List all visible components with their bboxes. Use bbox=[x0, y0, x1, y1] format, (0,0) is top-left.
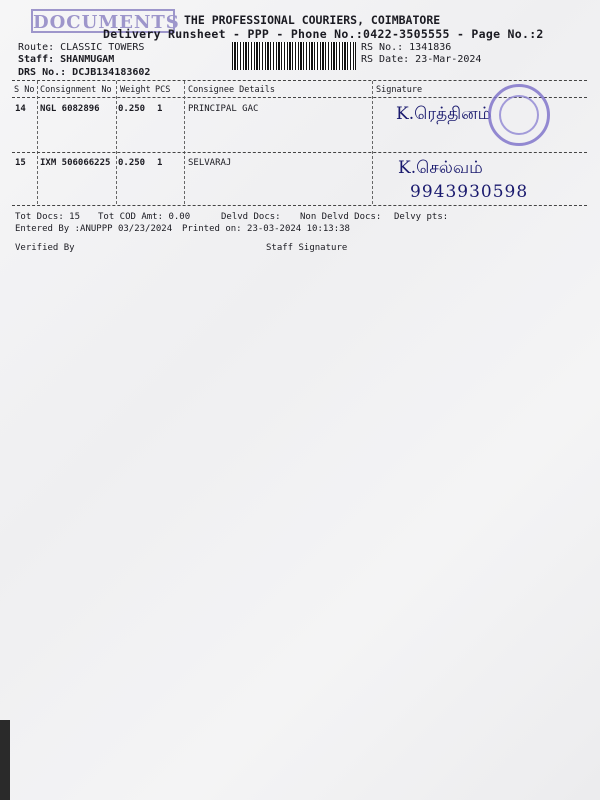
handwritten-signature: K.செல்வம் bbox=[398, 158, 483, 178]
row-weight: 0.250 bbox=[118, 158, 146, 168]
documents-stamp: DOCUMENTS bbox=[31, 9, 175, 33]
column-rule bbox=[372, 81, 373, 204]
row-sno: 15 bbox=[15, 158, 26, 168]
non-delvd-docs: Non Delvd Docs: bbox=[300, 212, 382, 222]
drs-number: DRS No.: DCJB134183602 bbox=[18, 67, 151, 78]
entered-by: Entered By :ANUPPP 03/23/2024 bbox=[15, 224, 173, 234]
row-consignment: NGL 6082896 bbox=[40, 104, 100, 114]
row-consignee: SELVARAJ bbox=[188, 158, 232, 168]
divider bbox=[12, 80, 587, 81]
delvd-docs: Delvd Docs: bbox=[221, 212, 281, 222]
column-rule bbox=[116, 81, 117, 204]
col-consignment: Consignment No bbox=[40, 85, 112, 95]
row-sno: 14 bbox=[15, 104, 26, 114]
staff-signature-label: Staff Signature bbox=[266, 243, 348, 253]
col-signature: Signature bbox=[376, 85, 423, 95]
col-consignee: Consignee Details bbox=[188, 85, 275, 95]
tot-cod-amt: Tot COD Amt: 0.00 bbox=[98, 212, 191, 222]
verified-by: Verified By bbox=[15, 243, 75, 253]
divider bbox=[12, 205, 587, 206]
row-pcs: 1 bbox=[157, 104, 163, 114]
tot-docs: Tot Docs: 15 bbox=[15, 212, 81, 222]
row-pcs: 1 bbox=[157, 158, 163, 168]
company-seal bbox=[488, 84, 550, 146]
divider bbox=[12, 152, 587, 153]
row-consignee: PRINCIPAL GAC bbox=[188, 104, 259, 114]
column-rule bbox=[37, 81, 38, 204]
company-name: THE PROFESSIONAL COURIERS, COIMBATORE bbox=[184, 13, 441, 27]
handwritten-phone: 9943930598 bbox=[410, 182, 529, 202]
column-rule bbox=[184, 81, 185, 204]
printed-on: Printed on: 23-03-2024 10:13:38 bbox=[182, 224, 350, 234]
runsheet-subtitle: Delivery Runsheet - PPP - Phone No.:0422-3505555 - Page No.:2 bbox=[103, 27, 544, 41]
staff: Staff: SHANMUGAM bbox=[18, 54, 115, 65]
route: Route: CLASSIC TOWERS bbox=[18, 42, 145, 53]
col-weight: Weight bbox=[120, 85, 151, 95]
col-sno: S No bbox=[14, 85, 35, 95]
row-consignment: IXM 506066225 bbox=[40, 158, 111, 168]
rs-date: RS Date: 23-Mar-2024 bbox=[361, 54, 482, 65]
barcode bbox=[232, 42, 356, 70]
scan-edge-shadow bbox=[0, 720, 10, 800]
row-weight: 0.250 bbox=[118, 104, 146, 114]
handwritten-signature: K.ரெத்தினம் bbox=[396, 104, 492, 124]
delvy-pts: Delvy pts: bbox=[394, 212, 449, 222]
col-pcs: PCS bbox=[155, 85, 171, 95]
rs-number: RS No.: 1341836 bbox=[361, 42, 452, 53]
